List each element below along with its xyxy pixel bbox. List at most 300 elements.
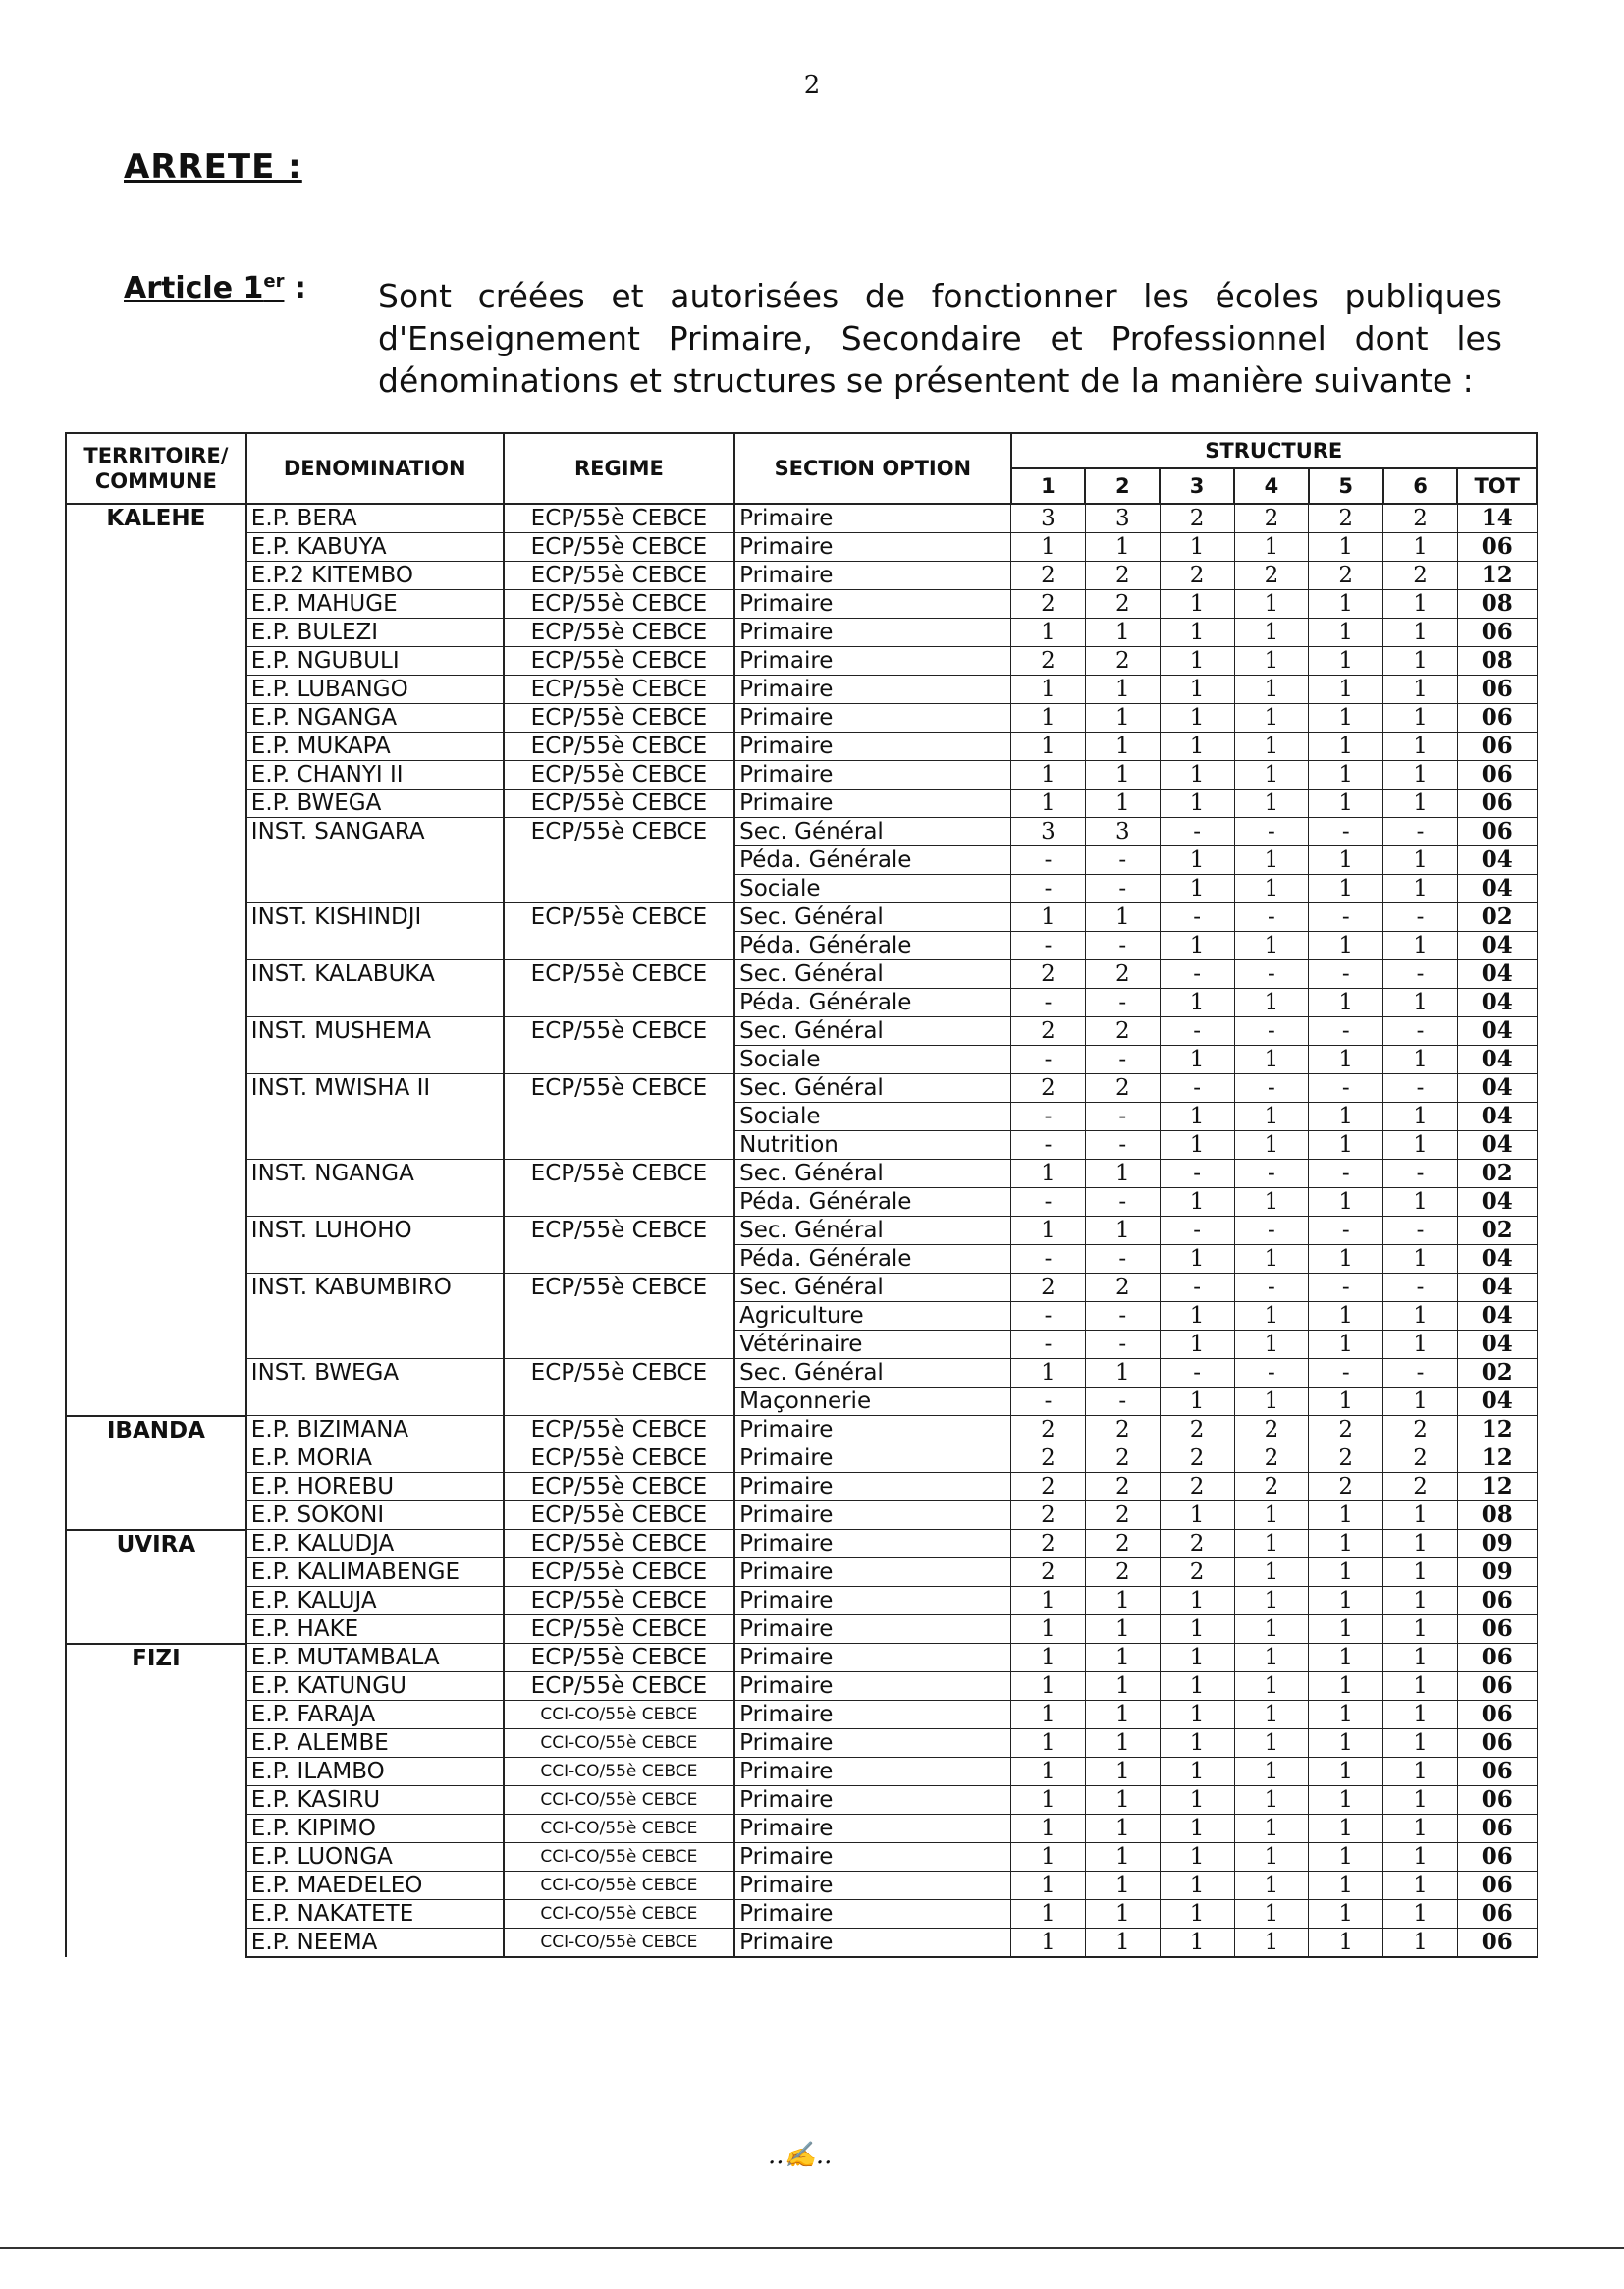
school-name-cell: INST. KALABUKA <box>246 960 504 1017</box>
structure-cell-3: 1 <box>1160 619 1234 647</box>
table-row <box>66 733 1537 761</box>
structure-total-cell: 06 <box>1457 1615 1537 1644</box>
structure-cell-3: 1 <box>1160 1758 1234 1786</box>
school-name-cell: INST. KISHINDJI <box>246 903 504 960</box>
structure-total-cell: 04 <box>1457 1046 1537 1074</box>
structure-cell-4: - <box>1234 903 1309 932</box>
school-name-cell: INST. LUHOHO <box>246 1217 504 1274</box>
table-row <box>66 1843 1537 1872</box>
structure-cell-5: 1 <box>1309 1872 1383 1900</box>
structure-cell-2: 1 <box>1085 1587 1160 1615</box>
structure-cell-5: 1 <box>1309 1245 1383 1274</box>
structure-cell-4: 1 <box>1234 1872 1309 1900</box>
structure-total-cell: 06 <box>1457 1672 1537 1701</box>
structure-cell-6: 2 <box>1383 1473 1458 1501</box>
structure-cell-5: 1 <box>1309 1672 1383 1701</box>
table-row <box>66 1558 1537 1587</box>
school-name-cell: E.P. KALUDJA <box>246 1530 504 1558</box>
section-cell: Primaire <box>734 619 1010 647</box>
structure-cell-3: 1 <box>1160 1615 1234 1644</box>
structure-cell-6: 1 <box>1383 1103 1458 1131</box>
table-row <box>66 818 1537 846</box>
structure-total-cell: 04 <box>1457 846 1537 875</box>
structure-cell-4: 2 <box>1234 1444 1309 1473</box>
school-name-cell: E.P. KALIMABENGE <box>246 1558 504 1587</box>
structure-cell-6: 1 <box>1383 1558 1458 1587</box>
regime-cell: CCI-CO/55è CEBCE <box>504 1843 734 1872</box>
structure-cell-5: - <box>1309 1274 1383 1302</box>
structure-cell-2: - <box>1085 1188 1160 1217</box>
territory-cell: FIZI <box>66 1644 246 1958</box>
structure-cell-4: 1 <box>1234 1103 1309 1131</box>
structure-cell-6: 1 <box>1383 704 1458 733</box>
structure-cell-1: - <box>1011 1331 1086 1359</box>
structure-cell-2: 2 <box>1085 562 1160 590</box>
structure-cell-6: 1 <box>1383 590 1458 619</box>
table-row <box>66 790 1537 818</box>
page-number: 2 <box>803 71 821 100</box>
header-col-5: 5 <box>1309 468 1383 504</box>
structure-cell-2: 1 <box>1085 704 1160 733</box>
territory-cell: KALEHE <box>66 504 246 1416</box>
structure-cell-5: - <box>1309 903 1383 932</box>
structure-cell-5: 1 <box>1309 1615 1383 1644</box>
structure-cell-2: 1 <box>1085 1872 1160 1900</box>
school-name-cell: E.P. SOKONI <box>246 1501 504 1530</box>
structure-total-cell: 04 <box>1457 1388 1537 1416</box>
header-denomination: DENOMINATION <box>246 433 504 504</box>
section-cell: Primaire <box>734 1815 1010 1843</box>
structure-cell-5: 1 <box>1309 619 1383 647</box>
table-row <box>66 1900 1537 1929</box>
structure-cell-1: 1 <box>1011 1672 1086 1701</box>
regime-cell: ECP/55è CEBCE <box>504 704 734 733</box>
structure-cell-3: - <box>1160 818 1234 846</box>
structure-cell-6: - <box>1383 1274 1458 1302</box>
structure-cell-4: 1 <box>1234 1331 1309 1359</box>
structure-cell-4: 2 <box>1234 562 1309 590</box>
structure-cell-1: - <box>1011 875 1086 903</box>
structure-cell-1: 2 <box>1011 1444 1086 1473</box>
structure-cell-4: - <box>1234 1359 1309 1388</box>
structure-cell-5: - <box>1309 1217 1383 1245</box>
structure-cell-2: 1 <box>1085 903 1160 932</box>
structure-cell-2: - <box>1085 1331 1160 1359</box>
structure-cell-5: 1 <box>1309 1558 1383 1587</box>
regime-cell: ECP/55è CEBCE <box>504 1416 734 1444</box>
structure-total-cell: 06 <box>1457 818 1537 846</box>
structure-cell-1: 2 <box>1011 562 1086 590</box>
structure-cell-6: 1 <box>1383 1530 1458 1558</box>
structure-cell-2: 1 <box>1085 1644 1160 1672</box>
structure-cell-5: - <box>1309 960 1383 989</box>
school-name-cell: E.P. NAKATETE <box>246 1900 504 1929</box>
structure-cell-6: 1 <box>1383 932 1458 960</box>
section-cell: Péda. Générale <box>734 846 1010 875</box>
structure-cell-1: 1 <box>1011 1843 1086 1872</box>
structure-cell-6: 1 <box>1383 1615 1458 1644</box>
table-row <box>66 1587 1537 1615</box>
structure-cell-1: - <box>1011 1388 1086 1416</box>
structure-cell-3: - <box>1160 1074 1234 1103</box>
structure-cell-4: 1 <box>1234 1302 1309 1331</box>
header-col-tot: TOT <box>1457 468 1537 504</box>
structure-cell-1: 2 <box>1011 1416 1086 1444</box>
structure-cell-3: 1 <box>1160 1131 1234 1160</box>
school-name-cell: E.P. KALUJA <box>246 1587 504 1615</box>
regime-cell: ECP/55è CEBCE <box>504 790 734 818</box>
structure-cell-2: - <box>1085 932 1160 960</box>
section-cell: Sociale <box>734 1103 1010 1131</box>
structure-cell-4: - <box>1234 1074 1309 1103</box>
schools-table <box>65 432 1538 1958</box>
structure-cell-6: 1 <box>1383 1672 1458 1701</box>
structure-cell-3: 1 <box>1160 1501 1234 1530</box>
school-name-cell: E.P. BWEGA <box>246 790 504 818</box>
section-cell: Péda. Générale <box>734 1188 1010 1217</box>
structure-cell-2: - <box>1085 989 1160 1017</box>
structure-cell-1: - <box>1011 1302 1086 1331</box>
structure-cell-4: - <box>1234 1160 1309 1188</box>
structure-cell-6: 1 <box>1383 761 1458 790</box>
structure-cell-3: 1 <box>1160 1872 1234 1900</box>
structure-cell-2: 1 <box>1085 1729 1160 1758</box>
structure-cell-4: 1 <box>1234 676 1309 704</box>
section-cell: Sec. Général <box>734 1074 1010 1103</box>
table-row <box>66 647 1537 676</box>
structure-cell-2: - <box>1085 1245 1160 1274</box>
structure-total-cell: 08 <box>1457 590 1537 619</box>
structure-cell-5: - <box>1309 1074 1383 1103</box>
section-cell: Primaire <box>734 1558 1010 1587</box>
structure-cell-5: - <box>1309 1017 1383 1046</box>
school-name-cell: E.P. KABUYA <box>246 533 504 562</box>
school-name-cell: E.P. ILAMBO <box>246 1758 504 1786</box>
structure-cell-1: 1 <box>1011 1217 1086 1245</box>
section-cell: Primaire <box>734 562 1010 590</box>
section-cell: Sociale <box>734 875 1010 903</box>
structure-cell-5: 1 <box>1309 1815 1383 1843</box>
table-row <box>66 590 1537 619</box>
structure-cell-3: 2 <box>1160 1473 1234 1501</box>
regime-cell: ECP/55è CEBCE <box>504 1444 734 1473</box>
structure-cell-6: - <box>1383 818 1458 846</box>
structure-cell-4: 1 <box>1234 1701 1309 1729</box>
structure-cell-2: - <box>1085 1131 1160 1160</box>
structure-cell-3: - <box>1160 903 1234 932</box>
table-row <box>66 1786 1537 1815</box>
table-row <box>66 903 1537 932</box>
structure-total-cell: 04 <box>1457 1074 1537 1103</box>
header-regime: REGIME <box>504 433 734 504</box>
regime-cell: CCI-CO/55è CEBCE <box>504 1815 734 1843</box>
table-row <box>66 1274 1537 1302</box>
section-cell: Primaire <box>734 1929 1010 1958</box>
table-row <box>66 704 1537 733</box>
structure-cell-2: 2 <box>1085 1473 1160 1501</box>
structure-cell-5: 1 <box>1309 704 1383 733</box>
structure-cell-1: 1 <box>1011 1359 1086 1388</box>
regime-cell: ECP/55è CEBCE <box>504 1672 734 1701</box>
structure-cell-6: 1 <box>1383 1388 1458 1416</box>
structure-cell-4: 1 <box>1234 1900 1309 1929</box>
structure-cell-3: 2 <box>1160 1558 1234 1587</box>
structure-cell-1: 2 <box>1011 1501 1086 1530</box>
table-row <box>66 1017 1537 1046</box>
regime-cell: ECP/55è CEBCE <box>504 733 734 761</box>
table-row <box>66 1217 1537 1245</box>
structure-cell-3: 1 <box>1160 590 1234 619</box>
structure-total-cell: 02 <box>1457 1217 1537 1245</box>
structure-cell-5: 1 <box>1309 1530 1383 1558</box>
structure-total-cell: 12 <box>1457 1416 1537 1444</box>
structure-total-cell: 06 <box>1457 1929 1537 1958</box>
table-body <box>66 504 1537 1957</box>
section-cell: Primaire <box>734 1587 1010 1615</box>
structure-cell-3: 1 <box>1160 989 1234 1017</box>
structure-cell-3: - <box>1160 960 1234 989</box>
structure-cell-6: 2 <box>1383 504 1458 533</box>
structure-cell-6: - <box>1383 960 1458 989</box>
structure-total-cell: 14 <box>1457 504 1537 533</box>
structure-cell-6: 1 <box>1383 1302 1458 1331</box>
structure-total-cell: 12 <box>1457 1444 1537 1473</box>
section-cell: Primaire <box>734 533 1010 562</box>
section-cell: Primaire <box>734 1473 1010 1501</box>
structure-cell-6: - <box>1383 903 1458 932</box>
structure-cell-6: 1 <box>1383 619 1458 647</box>
structure-cell-6: 1 <box>1383 1501 1458 1530</box>
header-col-4: 4 <box>1234 468 1309 504</box>
structure-cell-1: 1 <box>1011 1758 1086 1786</box>
section-cell: Primaire <box>734 1843 1010 1872</box>
structure-total-cell: 02 <box>1457 1160 1537 1188</box>
school-name-cell: E.P. BERA <box>246 504 504 533</box>
structure-cell-2: 2 <box>1085 1501 1160 1530</box>
structure-total-cell: 04 <box>1457 1103 1537 1131</box>
structure-cell-5: 2 <box>1309 1473 1383 1501</box>
structure-cell-1: - <box>1011 932 1086 960</box>
structure-cell-3: 1 <box>1160 875 1234 903</box>
school-name-cell: E.P. MAEDELEO <box>246 1872 504 1900</box>
structure-total-cell: 04 <box>1457 875 1537 903</box>
structure-cell-2: 1 <box>1085 1815 1160 1843</box>
school-name-cell: INST. MUSHEMA <box>246 1017 504 1074</box>
structure-cell-4: - <box>1234 1274 1309 1302</box>
structure-cell-4: 1 <box>1234 1758 1309 1786</box>
structure-cell-6: 1 <box>1383 647 1458 676</box>
section-cell: Sec. Général <box>734 1017 1010 1046</box>
structure-cell-6: 2 <box>1383 562 1458 590</box>
table-row <box>66 1530 1537 1558</box>
section-cell: Vétérinaire <box>734 1331 1010 1359</box>
section-cell: Primaire <box>734 790 1010 818</box>
table-row <box>66 1701 1537 1729</box>
structure-cell-3: - <box>1160 1217 1234 1245</box>
table-row <box>66 1359 1537 1388</box>
structure-cell-5: 1 <box>1309 1729 1383 1758</box>
structure-cell-4: 1 <box>1234 790 1309 818</box>
structure-cell-1: - <box>1011 1188 1086 1217</box>
structure-cell-2: 1 <box>1085 533 1160 562</box>
structure-cell-6: 2 <box>1383 1444 1458 1473</box>
structure-cell-4: 1 <box>1234 1843 1309 1872</box>
structure-cell-1: - <box>1011 1103 1086 1131</box>
structure-cell-1: - <box>1011 1245 1086 1274</box>
section-cell: Maçonnerie <box>734 1388 1010 1416</box>
regime-cell: ECP/55è CEBCE <box>504 761 734 790</box>
structure-cell-4: 1 <box>1234 1501 1309 1530</box>
structure-cell-3: 1 <box>1160 676 1234 704</box>
structure-cell-1: 2 <box>1011 1017 1086 1046</box>
regime-cell: ECP/55è CEBCE <box>504 903 734 960</box>
article-colon: : <box>294 271 306 305</box>
header-structure: STRUCTURE <box>1011 433 1537 468</box>
article-text: Sont créées et autorisées de fonctionner les écoles publiques d'Enseignement Primaire, Secondaire et Professionnel dont les dénominations et structures se présentent de la manière suivante : <box>378 277 1502 400</box>
school-name-cell: INST. MWISHA II <box>246 1074 504 1160</box>
structure-cell-2: 1 <box>1085 1758 1160 1786</box>
structure-cell-1: 2 <box>1011 1074 1086 1103</box>
structure-cell-3: 1 <box>1160 1587 1234 1615</box>
structure-cell-4: 1 <box>1234 1587 1309 1615</box>
structure-cell-6: - <box>1383 1359 1458 1388</box>
structure-total-cell: 04 <box>1457 1302 1537 1331</box>
regime-cell: ECP/55è CEBCE <box>504 1473 734 1501</box>
section-cell: Primaire <box>734 1672 1010 1701</box>
structure-cell-4: 1 <box>1234 1672 1309 1701</box>
structure-cell-4: 1 <box>1234 1188 1309 1217</box>
structure-total-cell: 06 <box>1457 1872 1537 1900</box>
section-cell: Primaire <box>734 676 1010 704</box>
section-cell: Primaire <box>734 1416 1010 1444</box>
structure-cell-3: 1 <box>1160 1331 1234 1359</box>
structure-cell-3: 1 <box>1160 533 1234 562</box>
structure-cell-5: 1 <box>1309 846 1383 875</box>
structure-cell-1: 1 <box>1011 1615 1086 1644</box>
structure-cell-5: 1 <box>1309 1701 1383 1729</box>
section-cell: Péda. Générale <box>734 1245 1010 1274</box>
structure-total-cell: 04 <box>1457 1245 1537 1274</box>
structure-cell-1: 1 <box>1011 790 1086 818</box>
table-row <box>66 1815 1537 1843</box>
structure-cell-6: 1 <box>1383 1046 1458 1074</box>
structure-cell-5: 1 <box>1309 790 1383 818</box>
school-name-cell: INST. SANGARA <box>246 818 504 903</box>
structure-cell-6: 1 <box>1383 1843 1458 1872</box>
structure-cell-2: 1 <box>1085 761 1160 790</box>
structure-total-cell: 06 <box>1457 1729 1537 1758</box>
structure-total-cell: 06 <box>1457 733 1537 761</box>
structure-cell-6: 1 <box>1383 1331 1458 1359</box>
table-row <box>66 1615 1537 1644</box>
header-section: SECTION OPTION <box>734 433 1010 504</box>
regime-cell: CCI-CO/55è CEBCE <box>504 1729 734 1758</box>
school-name-cell: E.P. LUONGA <box>246 1843 504 1872</box>
regime-cell: ECP/55è CEBCE <box>504 1501 734 1530</box>
structure-cell-1: 2 <box>1011 1530 1086 1558</box>
structure-cell-2: 3 <box>1085 504 1160 533</box>
footer-rule <box>0 2247 1624 2249</box>
structure-cell-5: 1 <box>1309 1758 1383 1786</box>
regime-cell: ECP/55è CEBCE <box>504 1274 734 1359</box>
section-cell: Primaire <box>734 1644 1010 1672</box>
structure-total-cell: 06 <box>1457 1786 1537 1815</box>
structure-total-cell: 06 <box>1457 1843 1537 1872</box>
structure-cell-4: 1 <box>1234 846 1309 875</box>
structure-cell-2: 2 <box>1085 1444 1160 1473</box>
structure-cell-6: 1 <box>1383 533 1458 562</box>
structure-cell-1: 2 <box>1011 590 1086 619</box>
structure-cell-5: 1 <box>1309 533 1383 562</box>
structure-cell-4: 1 <box>1234 704 1309 733</box>
school-name-cell: INST. NGANGA <box>246 1160 504 1217</box>
structure-cell-5: 2 <box>1309 1416 1383 1444</box>
structure-cell-2: - <box>1085 875 1160 903</box>
structure-cell-6: 1 <box>1383 1587 1458 1615</box>
structure-cell-3: 1 <box>1160 733 1234 761</box>
section-cell: Primaire <box>734 1444 1010 1473</box>
header-col-2: 2 <box>1085 468 1160 504</box>
structure-cell-1: 3 <box>1011 504 1086 533</box>
structure-cell-2: 3 <box>1085 818 1160 846</box>
school-name-cell: INST. BWEGA <box>246 1359 504 1416</box>
structure-cell-5: 1 <box>1309 1786 1383 1815</box>
structure-cell-5: - <box>1309 1160 1383 1188</box>
structure-cell-2: 1 <box>1085 676 1160 704</box>
territory-cell: UVIRA <box>66 1530 246 1644</box>
structure-total-cell: 06 <box>1457 1701 1537 1729</box>
structure-cell-5: 1 <box>1309 1929 1383 1958</box>
school-name-cell: E.P. FARAJA <box>246 1701 504 1729</box>
school-name-cell: E.P. MORIA <box>246 1444 504 1473</box>
structure-total-cell: 06 <box>1457 704 1537 733</box>
regime-cell: ECP/55è CEBCE <box>504 1587 734 1615</box>
structure-cell-3: - <box>1160 1017 1234 1046</box>
section-cell: Sec. Général <box>734 1359 1010 1388</box>
structure-cell-3: 1 <box>1160 1188 1234 1217</box>
structure-cell-1: 3 <box>1011 818 1086 846</box>
table-row <box>66 533 1537 562</box>
structure-cell-1: 1 <box>1011 533 1086 562</box>
school-name-cell: E.P.2 KITEMBO <box>246 562 504 590</box>
structure-cell-5: 1 <box>1309 733 1383 761</box>
table-row <box>66 1416 1537 1444</box>
structure-cell-1: 1 <box>1011 1786 1086 1815</box>
school-name-cell: E.P. ALEMBE <box>246 1729 504 1758</box>
structure-total-cell: 12 <box>1457 1473 1537 1501</box>
structure-cell-1: 1 <box>1011 704 1086 733</box>
structure-cell-6: - <box>1383 1217 1458 1245</box>
table-row <box>66 562 1537 590</box>
structure-cell-4: 1 <box>1234 875 1309 903</box>
school-name-cell: INST. KABUMBIRO <box>246 1274 504 1359</box>
structure-cell-4: 1 <box>1234 647 1309 676</box>
section-cell: Péda. Générale <box>734 989 1010 1017</box>
structure-cell-1: 2 <box>1011 1473 1086 1501</box>
structure-cell-2: 1 <box>1085 1929 1160 1958</box>
structure-cell-4: 1 <box>1234 1815 1309 1843</box>
structure-cell-4: 1 <box>1234 590 1309 619</box>
structure-cell-3: 1 <box>1160 1672 1234 1701</box>
structure-cell-6: 1 <box>1383 846 1458 875</box>
school-name-cell: E.P. NGANGA <box>246 704 504 733</box>
structure-cell-2: - <box>1085 1046 1160 1074</box>
school-name-cell: E.P. MAHUGE <box>246 590 504 619</box>
structure-cell-4: 1 <box>1234 1530 1309 1558</box>
article-label <box>124 271 306 305</box>
regime-cell: ECP/55è CEBCE <box>504 1074 734 1160</box>
structure-cell-6: 1 <box>1383 1815 1458 1843</box>
